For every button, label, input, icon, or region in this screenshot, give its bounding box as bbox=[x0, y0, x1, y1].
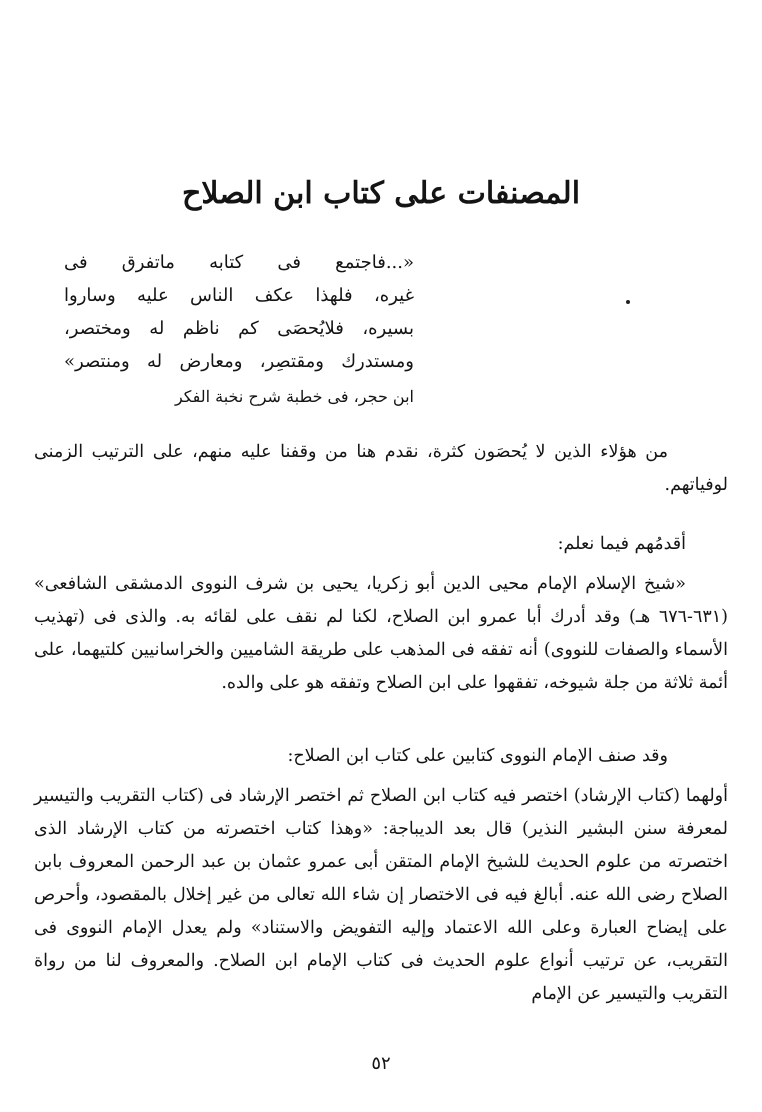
body-paragraph: من هؤلاء الذين لا يُحصَون كثرة، نقدم هنا من وقفنا عليه منهم، على الترتيب الزمنى لوفياتهم. bbox=[34, 442, 728, 495]
page-title: المصنفات على كتاب ابن الصلاح bbox=[181, 176, 581, 211]
epigraph-line: ومستدرك ومقتصِر، ومعارض له ومنتصر» bbox=[64, 351, 414, 372]
epigraph-line: «...فاجتمع فى كتابه ماتفرق فى bbox=[64, 252, 414, 273]
epigraph-line: بسيره، فلايُحصَى كم ناظم له ومختصر، bbox=[64, 318, 414, 339]
epigraph-quote bbox=[64, 246, 414, 413]
body-paragraph: «شيخ الإسلام الإمام محيى الدين أبو زكريا، يحيى بن شرف النووى الدمشقى الشافعى» (٦٣١-٦٧٦ هـ) وقد أدرك أبا عمرو ابن الصلاح، لكنا لم نقف على لقائه به. والذى فى (تهذيب الأسماء والصفات للنووى) أنه تفقه فى المذهب على طريقة الشاميين والخراسانيين كلتيهما، على أئمة ثلاثة من جلة شيوخه، تفقهوا على ابن الصلاح وتفقه هو على والده. bbox=[34, 574, 728, 693]
body-paragraph: أقدمُهم فيما نعلم: bbox=[557, 534, 686, 554]
stray-mark bbox=[626, 300, 630, 304]
page-number: ٥٢ bbox=[371, 1053, 391, 1074]
epigraph-attribution: ابن حجر، فى خطبة شرح نخبة الفكر bbox=[174, 387, 414, 406]
body-paragraph: وقد صنف الإمام النووى كتابين على كتاب ابن الصلاح: bbox=[287, 746, 668, 766]
body-paragraph: أولهما (كتاب الإرشاد) اختصر فيه كتاب ابن الصلاح ثم اختصر الإرشاد فى (كتاب التقريب والتيسير لمعرفة سنن البشير النذير) قال بعد الديباجة: «وهذا كتاب اختصرته من كتاب الإرشاد الذى اختصرته من علوم الحديث للشيخ الإمام المتقن أبى عمرو عثمان بن عبد الرحمن المعروف بابن الصلاح رضى الله عنه. أبالغ فيه فى الاختصار إن شاء الله تعالى من غير إخلال بالمقصود، وأحرص على إيضاح العبارة وعلى الله الاعتماد وإليه التفويض والاستناد» ولم يعدل الإمام النووى فى التقريب، عن ترتيب أنواع علوم الحديث فى كتاب الإمام ابن الصلاح. والمعروف لنا من رواة التقريب والتيسير عن الإمام bbox=[34, 786, 728, 1004]
epigraph-line: غيره، فلهذا عكف الناس عليه وساروا bbox=[64, 285, 414, 306]
